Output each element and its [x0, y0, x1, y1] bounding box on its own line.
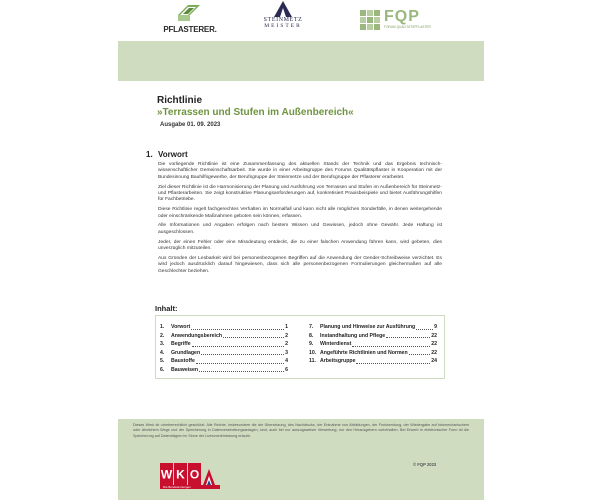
wko-letter: K [176, 467, 185, 482]
wko-logo [160, 463, 216, 485]
toc-item[interactable]: 9. Winterdienst 22 [309, 341, 437, 347]
logo-bar [0, 0, 600, 40]
wko-letter: W [160, 467, 173, 482]
pflasterer-logo [160, 3, 220, 35]
copyright-mark: © FQP 2023 [413, 462, 437, 467]
toc-item[interactable]: 6. Bauweisen 6 [160, 366, 288, 373]
toc-item[interactable]: 10. Angeführte Richtlinien und Normen 22 [309, 349, 437, 356]
fqp-mark-icon [360, 10, 380, 30]
section-title: Vorwort [158, 150, 188, 159]
toc-item[interactable]: 7. Planung und Hinweise zur Ausführung 9 [309, 324, 437, 330]
preface-paragraph: Jeder, der einen Fehler oder eine Missdeutung entdeckt, die zu einer falschen Anwendung führen kann, wird gebeten, dies unverzüglich mitzuteilen. [158, 239, 442, 252]
fqp-subtitle: FORUM QUALITÄTSPFLASTER [384, 25, 431, 29]
preface-paragraph: Diese Richtlinie regelt fachgerechtes Verhalten im Normalfall und kann nicht alle möglichen Sonderfälle, in denen weitergehende oder einschränkende Maßnahmen geboten sein können, erfassen. [158, 207, 442, 219]
steinmetz-line1: STEINMETZ [263, 17, 303, 23]
toc-column-left [160, 324, 288, 375]
toc-item[interactable]: 3. Begriffe 2 [160, 341, 288, 347]
toc-column-right [309, 324, 437, 367]
doc-title: »Terrassen und Stufen im Außenbereich« [157, 107, 354, 118]
toc-item[interactable]: 8. Instandhaltung und Pflege 22 [309, 332, 437, 339]
steinmetz-mark-icon [272, 1, 294, 17]
toc-item[interactable]: 4. Grundlagen 3 [160, 349, 288, 356]
preface-body [158, 162, 442, 278]
preface-paragraph: Ziel dieser Richtlinie ist die Harmonisierung der Planung und Ausführung von Terrassen und Stufen im Außenbereich für Steinmetz- und Pflasterarbeiten. Sie zeigt konstruktive Planungsanforderungen auf, konkretisiert Praxisbeispiele und bietet Ausführungshilfen für Fachbetriebe. [158, 184, 442, 203]
preface-paragraph: Aus Gründen der Lesbarkeit wird bei personenbezogenen Begriffen auf die Anwendung der Gender-Schreibweise verzichtet. Es wird jedoch ausdrücklich darauf hingewiesen, dass sich alle personenbezogenen Formulierungen gleichermaßen auf alle Geschlechter beziehen. [158, 255, 442, 274]
toc-item[interactable]: 11. Arbeitsgruppe 24 [309, 358, 437, 364]
header-band [118, 41, 484, 81]
steinmetz-logo [258, 1, 308, 39]
fqp-logo [360, 10, 440, 34]
pflasterer-text: PFLASTERER. [163, 25, 217, 34]
toc-item[interactable]: 5. Baustoffe 4 [160, 358, 288, 364]
copyright-notice: Dieses Werk ist urheberrechtlich geschützt. Alle Rechte, insbesondere die der Übersetzung, des Nachdrucks, der Entnahme von Abbildungen, der Funksendung, der Wiedergabe auf fotomechanischem oder ähnlichem Wege und der Speicherung in Datenverarbeitungsanlagen, sind, auch bei nur auszugsweiser Verwertung, nur den Herausgebern vorbehalten. Bei Erwerb in elektronischer Form ist die Speicherung auf Datenträgern im Sinne der Lizenzvereinbarung erlaubt. [133, 423, 469, 438]
preface-paragraph: Alle Informationen und Angaben erfolgen nach bestem Wissen und Gewissen, jedoch ohne Gewähr. Jede Haftung ist ausgeschlossen. [158, 223, 442, 235]
toc-title: Inhalt: [155, 304, 178, 313]
table-of-contents [155, 315, 445, 379]
toc-item[interactable]: 2. Anwendungsbereich 2 [160, 332, 288, 339]
fqp-text: FQP [384, 8, 420, 25]
preface-paragraph: Die vorliegende Richtlinie ist eine Zusammenfassung des aktuellen Stands der Technik und das Ergebnis technisch-wissenschaftlicher Gemeinschaftsarbeit. Sie wurde in einer Arbeitsgruppe des Forums Qualitätspflaster in Kooperation mit der Bundesinnung Bauhilfsgewerbe, der Berufsgruppe der Steinmetze und der Berufsgruppe der Pflasterer erarbeitet. [158, 162, 442, 180]
pflasterer-mark-icon [174, 3, 204, 23]
doc-edition: Ausgabe 01. 09. 2023 [160, 122, 221, 128]
steinmetz-line2: MEISTER [264, 23, 302, 29]
doc-label: Richtlinie [157, 95, 203, 106]
toc-item[interactable]: 1. Vorwort 1 [160, 324, 288, 330]
wko-letter: O [189, 467, 200, 482]
wko-subtitle: Die Bundesinnungen [160, 485, 220, 489]
section-number: 1. [146, 150, 153, 159]
